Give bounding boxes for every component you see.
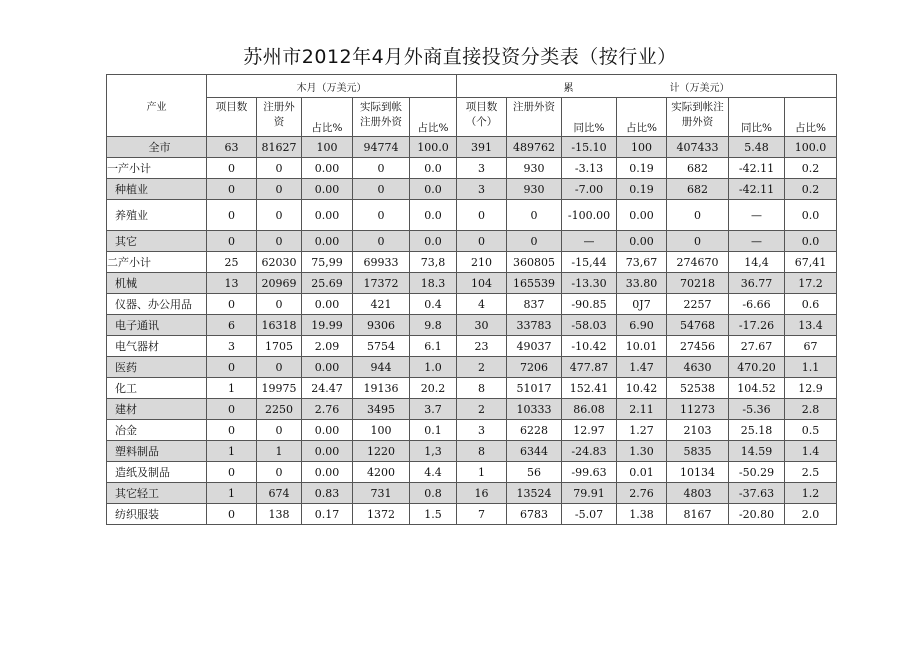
- table-cell: 4803: [667, 483, 729, 504]
- table-cell: 944: [353, 357, 410, 378]
- table-cell: 5835: [667, 441, 729, 462]
- table-cell: 1220: [353, 441, 410, 462]
- investment-table: [106, 74, 837, 525]
- table-cell: 3: [457, 179, 507, 200]
- table-cell: 6344: [507, 441, 562, 462]
- table-cell: 4630: [667, 357, 729, 378]
- industry-name: 其它轻工: [107, 483, 207, 504]
- table-cell: -17.26: [729, 315, 785, 336]
- col-header: 实际到帐注册外资: [353, 98, 410, 137]
- table-cell: 0.00: [302, 294, 353, 315]
- table-cell: 51017: [507, 378, 562, 399]
- table-cell: 0: [257, 179, 302, 200]
- table-cell: 3: [207, 336, 257, 357]
- table-cell: -90.85: [562, 294, 617, 315]
- table-cell: 0: [257, 158, 302, 179]
- table-cell: 360805: [507, 252, 562, 273]
- col-header: 占比%: [785, 98, 837, 137]
- table-cell: 930: [507, 179, 562, 200]
- industry-name: 仪器、办公用品: [107, 294, 207, 315]
- table-cell: 0.0: [410, 158, 457, 179]
- table-cell: 0.0: [785, 200, 837, 231]
- table-cell: 407433: [667, 137, 729, 158]
- table-row: [107, 158, 837, 179]
- table-cell: 0.00: [617, 200, 667, 231]
- table-row: [107, 179, 837, 200]
- table-cell: 1.2: [785, 483, 837, 504]
- table-cell: -50.29: [729, 462, 785, 483]
- table-cell: 1.38: [617, 504, 667, 525]
- col-header: 同比%: [729, 98, 785, 137]
- table-row: [107, 273, 837, 294]
- table-cell: -99.63: [562, 462, 617, 483]
- table-cell: 8: [457, 441, 507, 462]
- table-cell: 27456: [667, 336, 729, 357]
- table-row: [107, 200, 837, 231]
- table-cell: 1.4: [785, 441, 837, 462]
- table-cell: 0.00: [617, 231, 667, 252]
- industry-name: 电气器材: [107, 336, 207, 357]
- table-cell: 94774: [353, 137, 410, 158]
- table-cell: 0: [457, 231, 507, 252]
- table-row: [107, 399, 837, 420]
- table-cell: -42.11: [729, 158, 785, 179]
- table-cell: 23: [457, 336, 507, 357]
- table-cell: 73,67: [617, 252, 667, 273]
- industry-name: 机械: [107, 273, 207, 294]
- table-cell: -5.36: [729, 399, 785, 420]
- table-cell: 9.8: [410, 315, 457, 336]
- table-cell: 2.76: [302, 399, 353, 420]
- table-cell: 24.47: [302, 378, 353, 399]
- table-cell: 0: [207, 420, 257, 441]
- table-cell: 0.00: [302, 462, 353, 483]
- table-cell: 5.48: [729, 137, 785, 158]
- table-cell: -7.00: [562, 179, 617, 200]
- table-cell: 0: [207, 357, 257, 378]
- table-cell: 165539: [507, 273, 562, 294]
- table-cell: -5.07: [562, 504, 617, 525]
- table-cell: 20969: [257, 273, 302, 294]
- table-cell: 54768: [667, 315, 729, 336]
- table-cell: 11273: [667, 399, 729, 420]
- table-cell: -13.30: [562, 273, 617, 294]
- table-cell: 274670: [667, 252, 729, 273]
- industry-name: 冶金: [107, 420, 207, 441]
- table-cell: 19975: [257, 378, 302, 399]
- table-cell: 1: [207, 378, 257, 399]
- table-cell: 1: [207, 441, 257, 462]
- table-cell: 52538: [667, 378, 729, 399]
- table-cell: 16: [457, 483, 507, 504]
- table-cell: 4200: [353, 462, 410, 483]
- table-cell: 3.7: [410, 399, 457, 420]
- table-cell: 0.00: [302, 357, 353, 378]
- table-cell: 0.00: [302, 179, 353, 200]
- table-row: [107, 462, 837, 483]
- table-cell: 0.00: [302, 441, 353, 462]
- table-cell: 25.18: [729, 420, 785, 441]
- table-cell: 1.47: [617, 357, 667, 378]
- table-cell: 682: [667, 179, 729, 200]
- table-cell: 33783: [507, 315, 562, 336]
- table-cell: -37.63: [729, 483, 785, 504]
- table-cell: 0: [353, 179, 410, 200]
- cumulative-group-header: 累 计（万美元）: [457, 75, 837, 98]
- table-cell: 13: [207, 273, 257, 294]
- table-cell: 0: [207, 399, 257, 420]
- table-cell: 1.1: [785, 357, 837, 378]
- table-cell: 391: [457, 137, 507, 158]
- industry-name: 造纸及制品: [107, 462, 207, 483]
- table-row: [107, 378, 837, 399]
- table-cell: —: [729, 231, 785, 252]
- table-cell: 0.2: [785, 158, 837, 179]
- table-cell: 2257: [667, 294, 729, 315]
- table-cell: 0: [353, 231, 410, 252]
- table-cell: 152.41: [562, 378, 617, 399]
- table-cell: 210: [457, 252, 507, 273]
- table-cell: 63: [207, 137, 257, 158]
- table-cell: -100.00: [562, 200, 617, 231]
- table-cell: 27.67: [729, 336, 785, 357]
- table-cell: 7: [457, 504, 507, 525]
- industry-name: 二产小计: [107, 252, 207, 273]
- table-cell: 0.00: [302, 231, 353, 252]
- industry-name: 医药: [107, 357, 207, 378]
- table-cell: 73,8: [410, 252, 457, 273]
- table-row: [107, 483, 837, 504]
- table-cell: 100: [302, 137, 353, 158]
- table-cell: 4.4: [410, 462, 457, 483]
- table-cell: 56: [507, 462, 562, 483]
- table-cell: 19136: [353, 378, 410, 399]
- table-cell: 674: [257, 483, 302, 504]
- table-cell: 25: [207, 252, 257, 273]
- table-cell: 0: [207, 231, 257, 252]
- table-cell: -10.42: [562, 336, 617, 357]
- table-cell: 10134: [667, 462, 729, 483]
- header-row-columns: [107, 98, 837, 137]
- table-cell: 0J7: [617, 294, 667, 315]
- table-cell: 10.01: [617, 336, 667, 357]
- table-cell: 81627: [257, 137, 302, 158]
- table-cell: 0.00: [302, 158, 353, 179]
- col-header: 项目数: [207, 98, 257, 137]
- table-row: [107, 336, 837, 357]
- table-cell: 2: [457, 357, 507, 378]
- table-cell: 3: [457, 158, 507, 179]
- table-cell: 12.9: [785, 378, 837, 399]
- table-cell: 0.8: [410, 483, 457, 504]
- table-cell: 6.1: [410, 336, 457, 357]
- table-cell: 2.11: [617, 399, 667, 420]
- table-row: [107, 441, 837, 462]
- table-cell: 421: [353, 294, 410, 315]
- col-header: 项目数（个）: [457, 98, 507, 137]
- table-cell: 3495: [353, 399, 410, 420]
- table-cell: —: [562, 231, 617, 252]
- table-cell: 0: [207, 179, 257, 200]
- table-cell: 0: [257, 462, 302, 483]
- table-cell: 2.76: [617, 483, 667, 504]
- industry-name: 塑料制品: [107, 441, 207, 462]
- table-cell: 0.19: [617, 158, 667, 179]
- table-cell: 1.0: [410, 357, 457, 378]
- table-cell: 6783: [507, 504, 562, 525]
- table-cell: 100.0: [410, 137, 457, 158]
- table-cell: 3: [457, 420, 507, 441]
- table-cell: 0.17: [302, 504, 353, 525]
- table-cell: 0: [257, 294, 302, 315]
- table-cell: -42.11: [729, 179, 785, 200]
- table-cell: 2.0: [785, 504, 837, 525]
- industry-name: 种植业: [107, 179, 207, 200]
- table-row: [107, 294, 837, 315]
- table-cell: 470.20: [729, 357, 785, 378]
- col-header: 实际到帐注册外资: [667, 98, 729, 137]
- table-cell: 30: [457, 315, 507, 336]
- table-cell: 67: [785, 336, 837, 357]
- table-cell: 0.2: [785, 179, 837, 200]
- col-header: 注册外资: [507, 98, 562, 137]
- table-cell: 731: [353, 483, 410, 504]
- table-cell: 2.8: [785, 399, 837, 420]
- table-cell: 1372: [353, 504, 410, 525]
- table-cell: 0: [207, 504, 257, 525]
- table-cell: 0: [207, 462, 257, 483]
- table-cell: 16318: [257, 315, 302, 336]
- table-cell: 20.2: [410, 378, 457, 399]
- table-cell: 0: [207, 200, 257, 231]
- table-cell: 0: [353, 158, 410, 179]
- table-cell: 1: [457, 462, 507, 483]
- table-cell: 477.87: [562, 357, 617, 378]
- table-cell: 0.0: [410, 200, 457, 231]
- table-cell: 9306: [353, 315, 410, 336]
- table-cell: 0.0: [410, 179, 457, 200]
- table-cell: 1.5: [410, 504, 457, 525]
- table-cell: 0.4: [410, 294, 457, 315]
- table-cell: 10.42: [617, 378, 667, 399]
- table-cell: 0: [353, 200, 410, 231]
- table-cell: -15,44: [562, 252, 617, 273]
- table-cell: 4: [457, 294, 507, 315]
- table-cell: 8: [457, 378, 507, 399]
- industry-name: 其它: [107, 231, 207, 252]
- table-cell: 2250: [257, 399, 302, 420]
- col-header: 占比%: [410, 98, 457, 137]
- table-cell: 36.77: [729, 273, 785, 294]
- table-cell: 12.97: [562, 420, 617, 441]
- table-cell: 0: [207, 294, 257, 315]
- table-cell: 0: [507, 231, 562, 252]
- table-cell: 930: [507, 158, 562, 179]
- table-cell: 0.19: [617, 179, 667, 200]
- table-cell: 0: [257, 357, 302, 378]
- month-group-header: 木月（万美元）: [207, 75, 457, 98]
- table-cell: -6.66: [729, 294, 785, 315]
- table-cell: 0: [257, 231, 302, 252]
- table-cell: 0.83: [302, 483, 353, 504]
- table-cell: 67,41: [785, 252, 837, 273]
- table-cell: 0: [667, 231, 729, 252]
- industry-name: 全市: [107, 137, 207, 158]
- table-cell: 0.1: [410, 420, 457, 441]
- table-cell: 10333: [507, 399, 562, 420]
- industry-name: 建材: [107, 399, 207, 420]
- table-cell: 62030: [257, 252, 302, 273]
- table-cell: 70218: [667, 273, 729, 294]
- table-cell: 0.00: [302, 420, 353, 441]
- table-cell: 1,3: [410, 441, 457, 462]
- table-cell: 0.5: [785, 420, 837, 441]
- table-cell: 6: [207, 315, 257, 336]
- col-header: 占比%: [302, 98, 353, 137]
- table-cell: 0.01: [617, 462, 667, 483]
- table-cell: 100.0: [785, 137, 837, 158]
- table-cell: 0: [507, 200, 562, 231]
- table-cell: 100: [353, 420, 410, 441]
- table-cell: 49037: [507, 336, 562, 357]
- table-cell: 0: [257, 420, 302, 441]
- table-cell: -24.83: [562, 441, 617, 462]
- table-cell: -20.80: [729, 504, 785, 525]
- industry-header: 产业: [107, 75, 207, 137]
- table-cell: 7206: [507, 357, 562, 378]
- table-cell: 69933: [353, 252, 410, 273]
- table-cell: 1705: [257, 336, 302, 357]
- table-cell: 75,99: [302, 252, 353, 273]
- table-cell: —: [729, 200, 785, 231]
- table-cell: 6.90: [617, 315, 667, 336]
- table-cell: 8167: [667, 504, 729, 525]
- table-row: [107, 137, 837, 158]
- table-cell: 17.2: [785, 273, 837, 294]
- table-cell: 0: [667, 200, 729, 231]
- table-cell: 0: [207, 158, 257, 179]
- table-row: [107, 504, 837, 525]
- page-title: 苏州市2012年4月外商直接投资分类表（按行业）: [243, 46, 677, 68]
- table-cell: 19.99: [302, 315, 353, 336]
- table-cell: 138: [257, 504, 302, 525]
- table-cell: 6228: [507, 420, 562, 441]
- table-cell: 489762: [507, 137, 562, 158]
- table-row: [107, 315, 837, 336]
- table-cell: 1: [257, 441, 302, 462]
- table-cell: 18.3: [410, 273, 457, 294]
- table-cell: 837: [507, 294, 562, 315]
- col-header: 占比%: [617, 98, 667, 137]
- table-cell: 0.6: [785, 294, 837, 315]
- table-cell: 104: [457, 273, 507, 294]
- table-cell: 2103: [667, 420, 729, 441]
- table-cell: 2: [457, 399, 507, 420]
- table-cell: 2.09: [302, 336, 353, 357]
- table-cell: 13524: [507, 483, 562, 504]
- table-cell: 13.4: [785, 315, 837, 336]
- table-cell: 5754: [353, 336, 410, 357]
- industry-name: 养殖业: [107, 200, 207, 231]
- industry-name: 一产小计: [107, 158, 207, 179]
- table-row: [107, 420, 837, 441]
- table-row: [107, 252, 837, 273]
- table-cell: 33.80: [617, 273, 667, 294]
- table-cell: 104.52: [729, 378, 785, 399]
- header-row-group: [107, 75, 837, 98]
- table-row: [107, 357, 837, 378]
- table-cell: 100: [617, 137, 667, 158]
- table-cell: 1.27: [617, 420, 667, 441]
- industry-name: 纺织服装: [107, 504, 207, 525]
- table-cell: -58.03: [562, 315, 617, 336]
- table-cell: 0.00: [302, 200, 353, 231]
- table-cell: 25.69: [302, 273, 353, 294]
- table-row: [107, 231, 837, 252]
- table-cell: 79.91: [562, 483, 617, 504]
- table-cell: 0.0: [410, 231, 457, 252]
- table-cell: 0: [257, 200, 302, 231]
- table-cell: 1: [207, 483, 257, 504]
- table-cell: 2.5: [785, 462, 837, 483]
- table-cell: -3.13: [562, 158, 617, 179]
- col-header: 注册外资: [257, 98, 302, 137]
- table-cell: 0.0: [785, 231, 837, 252]
- table-cell: 14,4: [729, 252, 785, 273]
- table-cell: 86.08: [562, 399, 617, 420]
- table-cell: 14.59: [729, 441, 785, 462]
- table-cell: 682: [667, 158, 729, 179]
- table-cell: 0: [457, 200, 507, 231]
- col-header: 同比%: [562, 98, 617, 137]
- industry-name: 电子通讯: [107, 315, 207, 336]
- table-cell: 1.30: [617, 441, 667, 462]
- table-cell: 17372: [353, 273, 410, 294]
- industry-name: 化工: [107, 378, 207, 399]
- table-cell: -15.10: [562, 137, 617, 158]
